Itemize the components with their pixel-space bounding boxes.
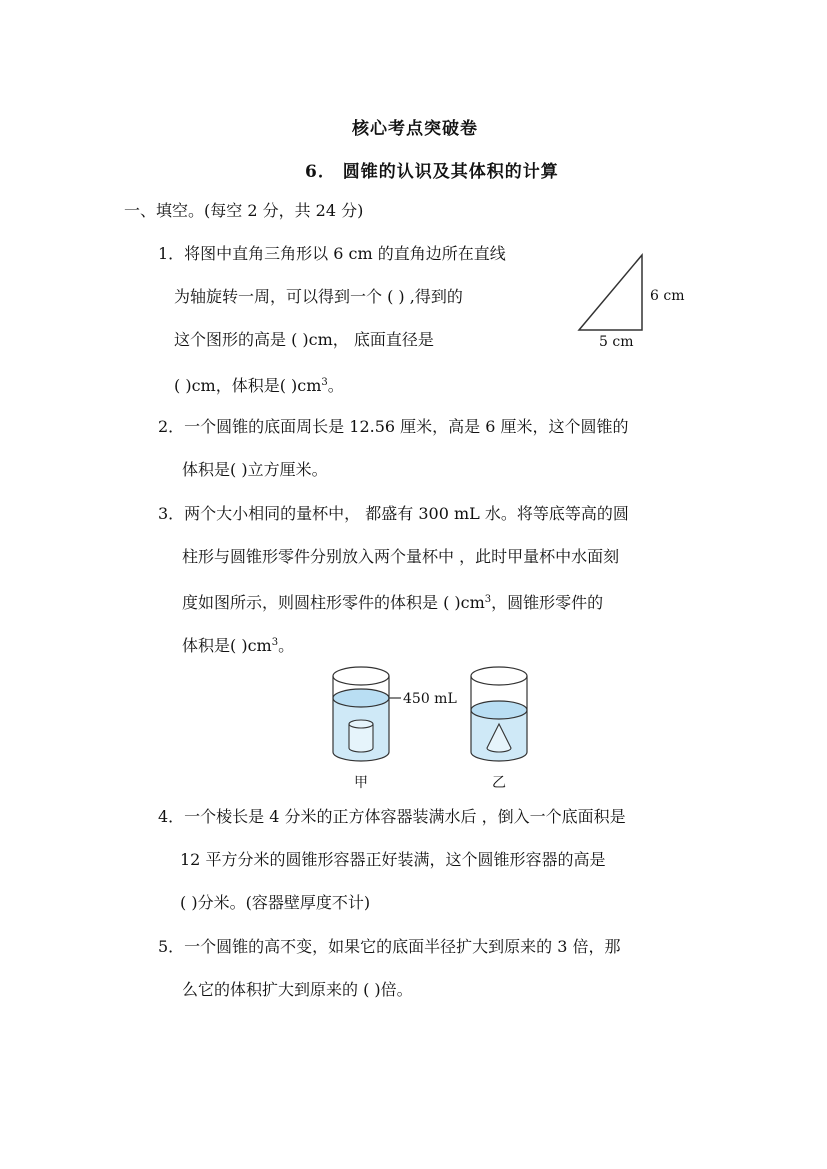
right-triangle xyxy=(579,255,642,330)
q3-line-3 xyxy=(182,590,603,613)
q1-line-2: 为轴旋转一周，可以得到一个 ( ) ,得到的 xyxy=(174,287,463,306)
cup-a-rim xyxy=(333,667,389,685)
q5-line-2: 么它的体积扩大到原来的 ( )倍。 xyxy=(182,980,413,999)
cup-b-label: 乙 xyxy=(492,775,506,791)
q4-line-1: 4．一个棱长是 4 分米的正方体容器装满水后 ，倒入一个底面积是 xyxy=(158,807,626,826)
cup-a xyxy=(333,667,401,761)
q3-line-1: 3．两个大小相同的量杯中， 都盛有 300 mL 水。将等底等高的圆 xyxy=(158,504,629,523)
q4-line-3: ( )分米。(容器壁厚度不计) xyxy=(180,893,371,912)
cup-b xyxy=(471,667,527,761)
q1-line-3: 这个图形的高是 ( )cm， 底面直径是 xyxy=(174,330,434,349)
q5-line-1: 5．一个圆锥的高不变，如果它的底面半径扩大到原来的 3 倍，那 xyxy=(158,937,621,956)
q4-line-2: 12 平方分米的圆锥形容器正好装满，这个圆锥形容器的高是 xyxy=(180,850,606,869)
q3-line-3-end: ，圆锥形零件的 xyxy=(491,593,604,612)
cubic-superscript: 3 xyxy=(321,377,328,388)
cup-b-rim xyxy=(471,667,527,685)
q3-line-2: 柱形与圆锥形零件分别放入两个量杯中 ，此时甲量杯中水面刻 xyxy=(182,547,620,566)
q1-line-4-end: 。 xyxy=(327,376,344,395)
cup-b-water-surface xyxy=(471,701,527,719)
q2-line-1: 2．一个圆锥的底面周长是 12.56 厘米，高是 6 厘米，这个圆锥的 xyxy=(158,417,629,436)
exam-title: 核心考点突破卷 xyxy=(352,119,478,139)
q3-line-3-text: 度如图所示，则圆柱形零件的体积是 ( )cm xyxy=(182,593,485,612)
q3-line-4 xyxy=(182,633,294,656)
exam-subtitle: 6． 圆锥的认识及其体积的计算 xyxy=(305,162,559,182)
cup-a-water-surface xyxy=(333,689,389,707)
q3-line-4-end: 。 xyxy=(278,636,295,655)
triangle-side-label: 6 cm xyxy=(650,288,685,304)
cup-a-label: 甲 xyxy=(354,775,368,791)
cylinder-part-top xyxy=(349,720,373,728)
cubic-superscript: 3 xyxy=(484,594,492,605)
triangle-base-label: 5 cm xyxy=(599,334,634,350)
q1-line-1: 1．将图中直角三角形以 6 cm 的直角边所在直线 xyxy=(158,244,506,263)
section-heading: 一、填空。(每空 2 分，共 24 分) xyxy=(124,201,364,220)
q1-line-4 xyxy=(174,373,344,396)
q2-line-2: 体积是( )立方厘米。 xyxy=(182,460,328,479)
water-level-label: 450 mL xyxy=(403,691,457,707)
q1-line-4-text: ( )cm，体积是( )cm xyxy=(174,376,322,395)
q3-line-4-text: 体积是( )cm xyxy=(182,636,272,655)
cubic-superscript: 3 xyxy=(271,637,279,648)
